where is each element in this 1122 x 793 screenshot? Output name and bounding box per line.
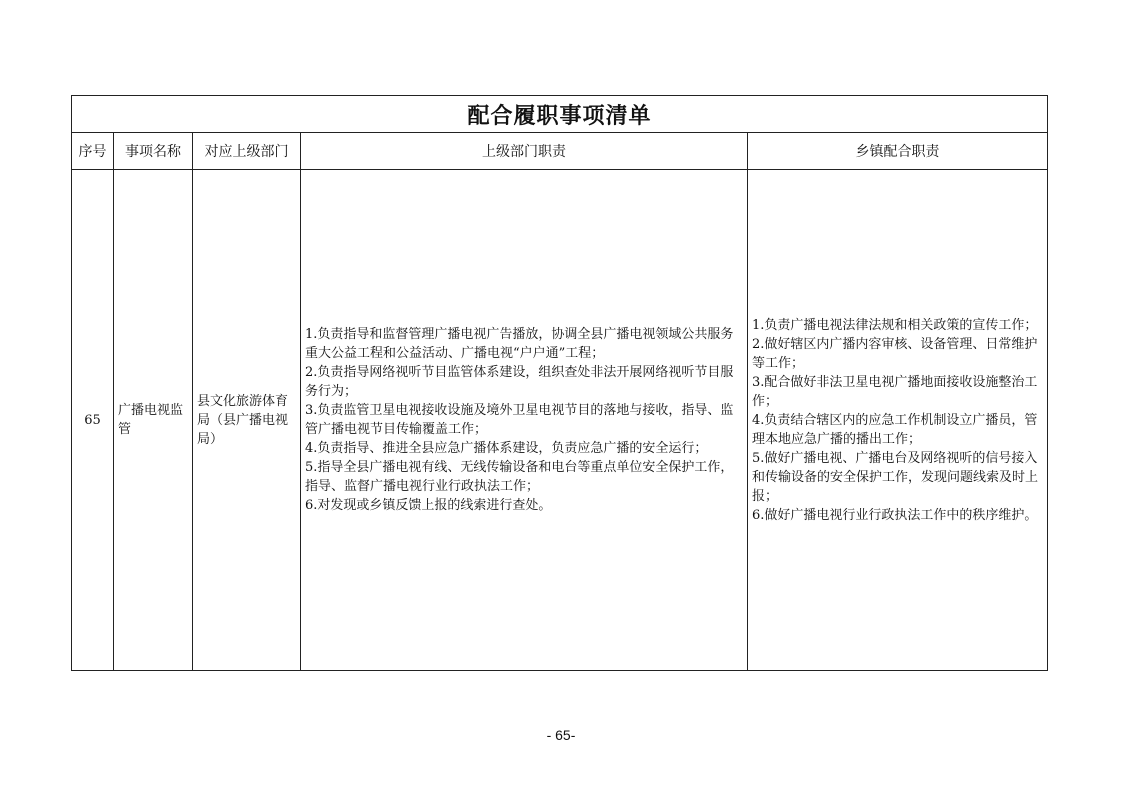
header-town-duties: 乡镇配合职责 [748,133,1048,170]
row-town-duties [748,170,1048,671]
town-duty-item: 4.负责结合辖区内的应急工作机制设立广播员，管理本地应急广播的播出工作； [752,412,1038,447]
duty-table [71,95,1048,671]
row-upper-duties [301,170,748,671]
town-duty-item: 6.做好广播电视行业行政执法工作中的秩序维护。 [752,507,1038,523]
upper-duty-item: 5.指导全县广播电视有线、无线传输设备和电台等重点单位安全保护工作，指导、监督广播电视行业行政执法工作； [305,460,734,494]
town-duty-item: 1.负责广播电视法律法规和相关政策的宣传工作； [752,317,1038,333]
header-seq: 序号 [72,133,114,170]
town-duty-item: 3.配合做好非法卫星电视广播地面接收设施整治工作； [752,374,1038,409]
upper-duty-item: 3.负责监管卫星电视接收设施及境外卫星电视节目的落地与接收，指导、监管广播电视节目传输覆盖工作； [305,403,734,437]
page-number: - 65- [546,727,576,743]
table-title: 配合履职事项清单 [72,96,1048,133]
row-seq: 65 [72,170,114,671]
upper-duty-item: 4.负责指导、推进全县应急广播体系建设，负责应急广播的安全运行； [305,441,708,456]
town-duty-item: 5.做好广播电视、广播电台及网络视听的信号接入和传输设备的安全保护工作，发现问题线索及时上报； [752,450,1039,504]
header-upper-dept: 对应上级部门 [193,133,301,170]
upper-duty-item: 1.负责指导和监督管理广播电视广告播放，协调全县广播电视领域公共服务重大公益工程和公益活动、广播电视“户户通”工程； [305,327,734,361]
upper-duty-item: 2.负责指导网络视听节目监管体系建设，组织查处非法开展网络视听节目服务行为； [305,365,734,399]
row-upper-dept: 县文化旅游体育局（县广播电视局） [193,170,301,671]
upper-duty-item: 6.对发现或乡镇反馈上报的线索进行查处。 [305,498,552,513]
table-row [72,170,1048,671]
header-item-name: 事项名称 [114,133,193,170]
row-item-name: 广播电视监管 [114,170,193,671]
town-duty-item: 2.做好辖区内广播内容审核、设备管理、日常维护等工作； [752,336,1038,371]
header-upper-duties: 上级部门职责 [301,133,748,170]
